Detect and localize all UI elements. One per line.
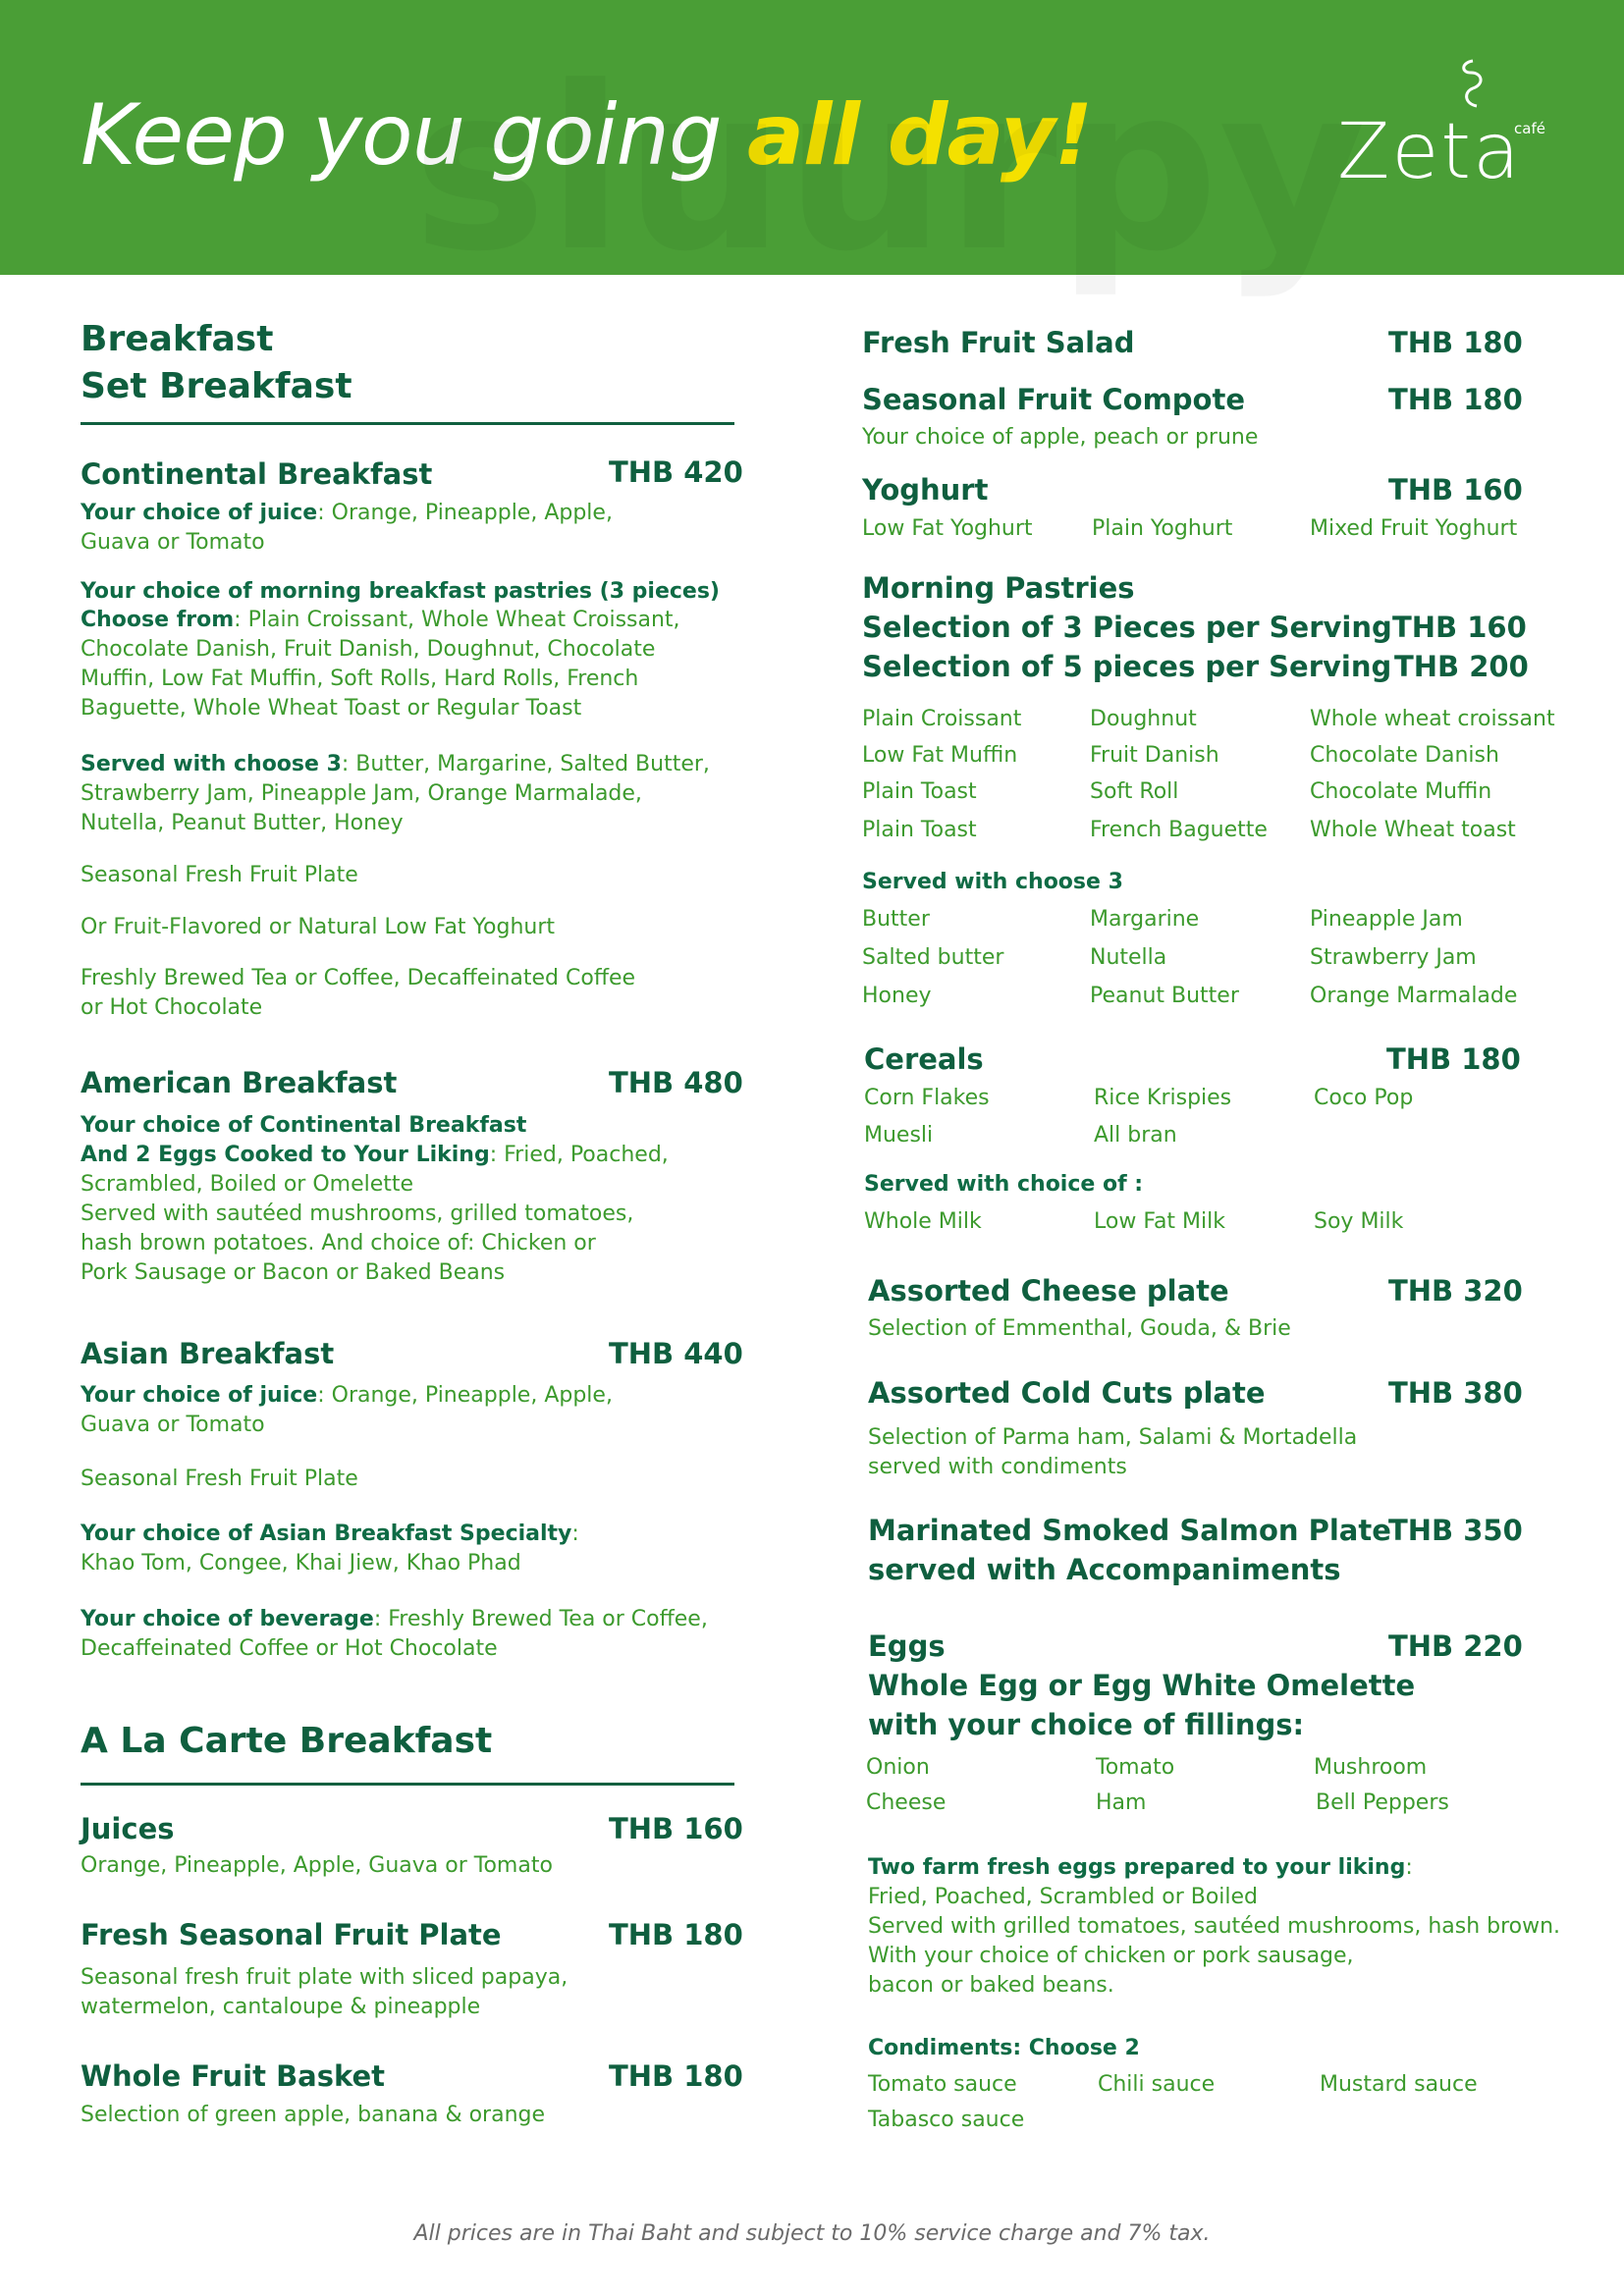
pastries-selection-5-price: THB 200 <box>1394 650 1529 683</box>
pastry-item: Chocolate Muffin <box>1310 779 1492 804</box>
coldcuts-desc: served with condiments <box>868 1455 1127 1479</box>
continental-choose-line: Baguette, Whole Wheat Toast or Regular Toast <box>81 696 582 721</box>
continental-choose-line: Chocolate Danish, Fruit Danish, Doughnut, Chocolate <box>81 637 656 662</box>
watermark <box>412 39 1366 301</box>
juices-price: THB 160 <box>609 1812 743 1845</box>
served-item: Orange Marmalade <box>1310 984 1518 1008</box>
fruit-plate-name: Fresh Seasonal Fruit Plate <box>81 1918 502 1951</box>
milk-item: Low Fat Milk <box>1094 1209 1225 1234</box>
eggs-name: Eggs <box>868 1629 946 1663</box>
specialty-label: Your choice of Asian Breakfast Specialty <box>81 1522 572 1546</box>
asian-beverage <box>81 1605 708 1634</box>
pastry-item: Chocolate Danish <box>1310 743 1499 768</box>
continental-price: THB 420 <box>609 455 743 489</box>
juice-label: Your choice of juice <box>81 1383 318 1408</box>
pastry-item: French Baguette <box>1090 818 1268 842</box>
eggs-sub-2: with your choice of fillings: <box>868 1708 1305 1741</box>
compote-name: Seasonal Fruit Compote <box>862 383 1245 416</box>
eggs-price: THB 220 <box>1388 1629 1523 1663</box>
farm-colon: : <box>1405 1855 1413 1880</box>
juices-name: Juices <box>81 1812 175 1845</box>
served-item: Margarine <box>1090 907 1200 932</box>
footer-note: All prices are in Thai Baht and subject to 10% service charge and 7% tax. <box>413 2221 1211 2246</box>
condiments-title: Condiments: Choose 2 <box>868 2036 1140 2060</box>
pastry-item: Whole wheat croissant <box>1310 707 1555 731</box>
farm-line: Served with grilled tomatoes, sautéed mushrooms, hash brown. <box>868 1914 1561 1939</box>
eggs-label: And 2 Eggs Cooked to Your Liking <box>81 1143 490 1167</box>
divider <box>81 1783 734 1786</box>
asian-beverage-2: Decaffeinated Coffee or Hot Chocolate <box>81 1636 498 1661</box>
divider <box>81 422 734 425</box>
cereal-item: All bran <box>1094 1123 1177 1148</box>
condiment-item: Tabasco sauce <box>868 2108 1025 2132</box>
asian-name: Asian Breakfast <box>81 1337 335 1370</box>
continental-pastries-label: Your choice of morning breakfast pastries (3 pieces) <box>81 579 720 604</box>
filling-item: Bell Peppers <box>1316 1790 1449 1815</box>
fruit-salad-name: Fresh Fruit Salad <box>862 326 1135 359</box>
condiment-item: Mustard sauce <box>1320 2072 1478 2097</box>
salmon-name-2: served with Accompaniments <box>868 1553 1341 1586</box>
served-item: Honey <box>862 984 932 1008</box>
served-label: Served with choose 3 <box>81 752 342 776</box>
beverage-label: Your choice of beverage <box>81 1607 374 1631</box>
pastry-item: Plain Toast <box>862 779 977 804</box>
section-title-breakfast: Breakfast <box>81 319 274 359</box>
cereals-name: Cereals <box>864 1042 984 1076</box>
section-title-set-breakfast: Set Breakfast <box>81 366 352 406</box>
salmon-price: THB 350 <box>1388 1514 1523 1547</box>
juice-text: : Orange, Pineapple, Apple, <box>317 501 613 525</box>
served-item: Peanut Butter <box>1090 984 1239 1008</box>
american-line: Pork Sausage or Bacon or Baked Beans <box>81 1260 506 1285</box>
beverage-text: : Freshly Brewed Tea or Coffee, <box>373 1607 708 1631</box>
yoghurt-price: THB 160 <box>1388 473 1523 507</box>
milk-item: Whole Milk <box>864 1209 982 1234</box>
american-line: Served with sautéed mushrooms, grilled tomatoes, <box>81 1201 634 1226</box>
milk-item: Soy Milk <box>1314 1209 1404 1234</box>
pastries-selection-5: Selection of 5 pieces per Serving <box>862 650 1392 683</box>
fruit-basket-price: THB 180 <box>609 2059 743 2093</box>
pastry-item: Plain Croissant <box>862 707 1022 731</box>
served-item: Strawberry Jam <box>1310 945 1477 970</box>
section-title-alacarte: A La Carte Breakfast <box>81 1721 493 1761</box>
continental-yoghurt: Or Fruit-Flavored or Natural Low Fat Yoghurt <box>81 915 556 939</box>
american-line: Your choice of Continental Breakfast <box>81 1113 527 1138</box>
american-line: Scrambled, Boiled or Omelette <box>81 1172 414 1197</box>
cereal-item: Coco Pop <box>1314 1086 1414 1110</box>
farm-eggs-label <box>868 1853 1413 1883</box>
continental-choose-line: Muffin, Low Fat Muffin, Soft Rolls, Hard Rolls, French <box>81 667 639 691</box>
pastry-item: Low Fat Muffin <box>862 743 1018 768</box>
filling-item: Mushroom <box>1314 1755 1428 1780</box>
continental-served-line: Strawberry Jam, Pineapple Jam, Orange Marmalade, <box>81 781 642 806</box>
asian-price: THB 440 <box>609 1337 743 1370</box>
continental-name: Continental Breakfast <box>81 457 433 491</box>
served-item: Nutella <box>1090 945 1167 970</box>
fruit-basket-desc: Selection of green apple, banana & orange <box>81 2103 546 2127</box>
continental-juice-2: Guava or Tomato <box>81 530 265 555</box>
pastry-item: Soft Roll <box>1090 779 1179 804</box>
fruit-plate-desc: Seasonal fresh fruit plate with sliced papaya, <box>81 1965 568 1990</box>
fruit-plate-price: THB 180 <box>609 1918 743 1951</box>
filling-item: Tomato <box>1096 1755 1175 1780</box>
fruit-salad-price: THB 180 <box>1388 326 1523 359</box>
pastries-selection-3-price: THB 160 <box>1392 611 1527 644</box>
served-item: Pineapple Jam <box>1310 907 1463 932</box>
compote-desc: Your choice of apple, peach or prune <box>862 425 1259 450</box>
farm-label: Two farm fresh eggs prepared to your liking <box>868 1855 1406 1880</box>
served-item: Butter <box>862 907 930 932</box>
condiment-item: Tomato sauce <box>868 2072 1017 2097</box>
logo-cafe: café <box>1514 120 1545 137</box>
continental-served <box>81 750 710 779</box>
asian-specialty-text: Khao Tom, Congee, Khai Jiew, Khao Phad <box>81 1551 521 1575</box>
american-name: American Breakfast <box>81 1066 398 1099</box>
asian-juice <box>81 1381 613 1411</box>
cheese-name: Assorted Cheese plate <box>868 1274 1229 1308</box>
continental-tea-2: or Hot Chocolate <box>81 995 263 1020</box>
continental-tea: Freshly Brewed Tea or Coffee, Decaffeinated Coffee <box>81 966 636 990</box>
logo-swirl-icon <box>1453 57 1492 116</box>
served-item: Salted butter <box>862 945 1004 970</box>
headline-text: Keep you going <box>81 86 747 185</box>
cereal-item: Rice Krispies <box>1094 1086 1232 1110</box>
coldcuts-desc: Selection of Parma ham, Salami & Mortadella <box>868 1425 1358 1450</box>
served-text: : Butter, Margarine, Salted Butter, <box>341 752 710 776</box>
juices-desc: Orange, Pineapple, Apple, Guava or Tomato <box>81 1853 553 1878</box>
milk-title: Served with choice of : <box>864 1172 1144 1197</box>
asian-juice-2: Guava or Tomato <box>81 1413 265 1437</box>
cereal-item: Corn Flakes <box>864 1086 990 1110</box>
american-line: hash brown potatoes. And choice of: Chicken or <box>81 1231 596 1255</box>
cereal-item: Muesli <box>864 1123 934 1148</box>
choose-text: : Plain Croissant, Whole Wheat Croissant, <box>234 608 680 632</box>
cereals-price: THB 180 <box>1386 1042 1521 1076</box>
salmon-name: Marinated Smoked Salmon Plate <box>868 1514 1391 1547</box>
juice-label: Your choice of juice <box>81 501 318 525</box>
compote-price: THB 180 <box>1388 383 1523 416</box>
continental-juice <box>81 499 613 528</box>
pastry-item: Whole Wheat toast <box>1310 818 1516 842</box>
juice-text: : Orange, Pineapple, Apple, <box>317 1383 613 1408</box>
american-line <box>81 1141 669 1170</box>
continental-fruit-plate: Seasonal Fresh Fruit Plate <box>81 863 358 887</box>
pastry-item: Fruit Danish <box>1090 743 1219 768</box>
headline-highlight: all day! <box>746 86 1093 185</box>
american-price: THB 480 <box>609 1066 743 1099</box>
pastries-selection-3: Selection of 3 Pieces per Serving <box>862 611 1392 644</box>
eggs-text: : Fried, Poached, <box>489 1143 669 1167</box>
fruit-plate-desc: watermelon, cantaloupe & pineapple <box>81 1995 481 2019</box>
asian-fruit-plate: Seasonal Fresh Fruit Plate <box>81 1467 358 1491</box>
pastries-served-title: Served with choose 3 <box>862 870 1123 894</box>
filling-item: Ham <box>1096 1790 1147 1815</box>
fruit-basket-name: Whole Fruit Basket <box>81 2059 386 2093</box>
yoghurt-option: Low Fat Yoghurt <box>862 516 1033 541</box>
pastries-title: Morning Pastries <box>862 571 1135 605</box>
farm-line: bacon or baked beans. <box>868 1973 1114 1998</box>
farm-line: Fried, Poached, Scrambled or Boiled <box>868 1885 1259 1909</box>
logo-name: Zeta <box>1337 108 1522 196</box>
asian-specialty <box>81 1520 579 1549</box>
yoghurt-name: Yoghurt <box>862 473 989 507</box>
coldcuts-price: THB 380 <box>1388 1376 1523 1410</box>
eggs-sub: Whole Egg or Egg White Omelette <box>868 1669 1416 1702</box>
choose-label: Choose from <box>81 608 235 632</box>
continental-served-line: Nutella, Peanut Butter, Honey <box>81 811 404 835</box>
cheese-desc: Selection of Emmenthal, Gouda, & Brie <box>868 1316 1291 1341</box>
condiment-item: Chili sauce <box>1098 2072 1216 2097</box>
yoghurt-option: Plain Yoghurt <box>1092 516 1233 541</box>
filling-item: Onion <box>866 1755 930 1780</box>
pastry-item: Doughnut <box>1090 707 1197 731</box>
cheese-price: THB 320 <box>1388 1274 1523 1308</box>
coldcuts-name: Assorted Cold Cuts plate <box>868 1376 1266 1410</box>
continental-choose <box>81 606 680 635</box>
cafe-logo <box>1337 57 1553 204</box>
specialty-colon: : <box>571 1522 579 1546</box>
yoghurt-option: Mixed Fruit Yoghurt <box>1310 516 1518 541</box>
pastry-item: Plain Toast <box>862 818 977 842</box>
filling-item: Cheese <box>866 1790 947 1815</box>
farm-line: With your choice of chicken or pork sausage, <box>868 1944 1354 1968</box>
